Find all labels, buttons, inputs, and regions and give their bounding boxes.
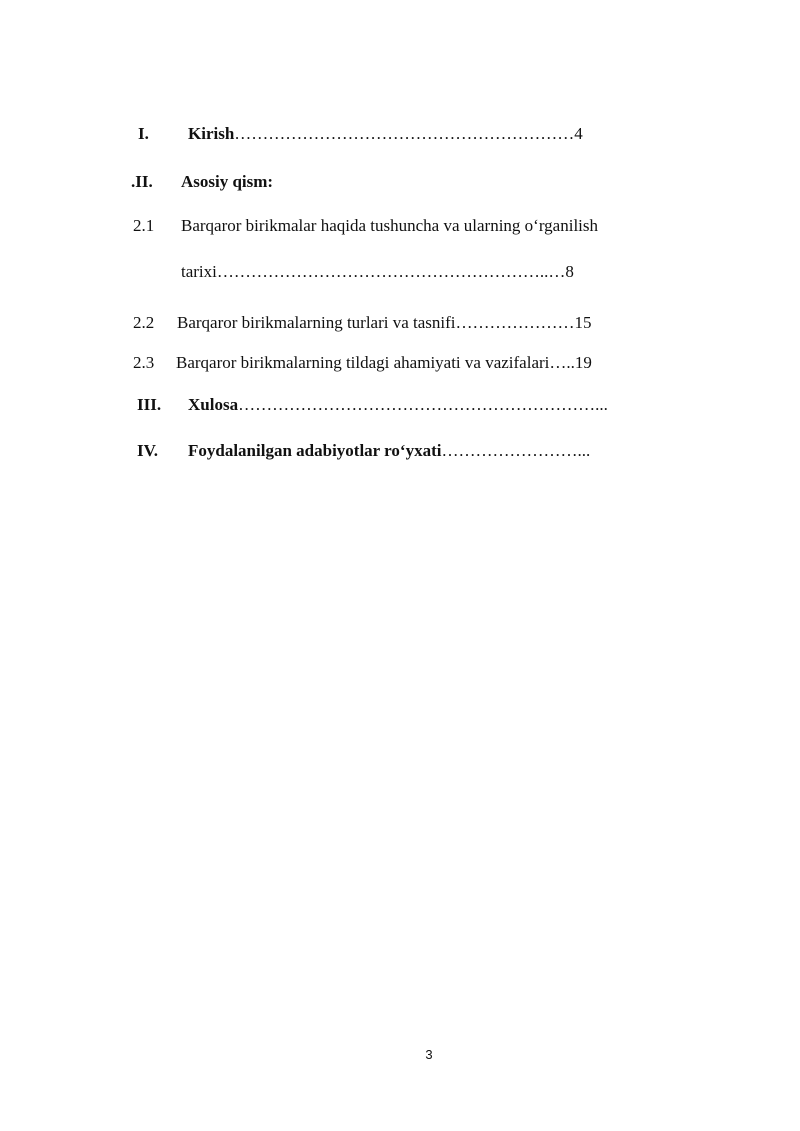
toc-leader: ……………………... — [441, 441, 591, 460]
toc-entry-title: Barqaror birikmalarning turlari va tasnifi — [177, 313, 456, 332]
toc-entry-title: Barqaror birikmalar haqida tushuncha va ularning o‘rganilish — [181, 216, 599, 235]
toc-entry-number: I. — [138, 124, 149, 143]
toc-entry-title: Barqaror birikmalarning tildagi ahamiyati va vazifalari — [176, 353, 550, 372]
toc-entry-title-continuation: tarixi — [181, 262, 217, 281]
toc-entry-title: Foydalanilgan adabiyotlar ro‘yxati — [188, 441, 442, 460]
toc-entry-number: IV. — [137, 441, 158, 460]
toc-entry-number: 2.1 — [133, 216, 155, 235]
toc-entry-number: 2.2 — [133, 313, 155, 332]
toc-entry-number: 2.3 — [133, 353, 155, 372]
toc-entry-title: Asosiy qism: — [181, 172, 274, 191]
toc-entry-number: III. — [137, 395, 162, 414]
toc-leader: …………………………………………………..… — [216, 262, 566, 281]
toc-entry-title: Kirish — [188, 124, 235, 143]
toc-leader: ………………… — [455, 313, 575, 332]
page-number: 3 — [425, 1047, 433, 1062]
toc-page-number: 8 — [565, 262, 574, 281]
toc-leader: …………………………………………………… — [234, 124, 575, 143]
toc-leader: ………………………………………………………... — [238, 395, 608, 414]
toc-page-number: 15 — [574, 313, 592, 332]
toc-page-number: 19 — [574, 353, 592, 372]
toc-entry-number: .II. — [131, 172, 153, 191]
toc-entry-title: Xulosa — [188, 395, 239, 414]
toc-page-number: 4 — [574, 124, 583, 143]
toc-leader: ….. — [549, 353, 575, 372]
